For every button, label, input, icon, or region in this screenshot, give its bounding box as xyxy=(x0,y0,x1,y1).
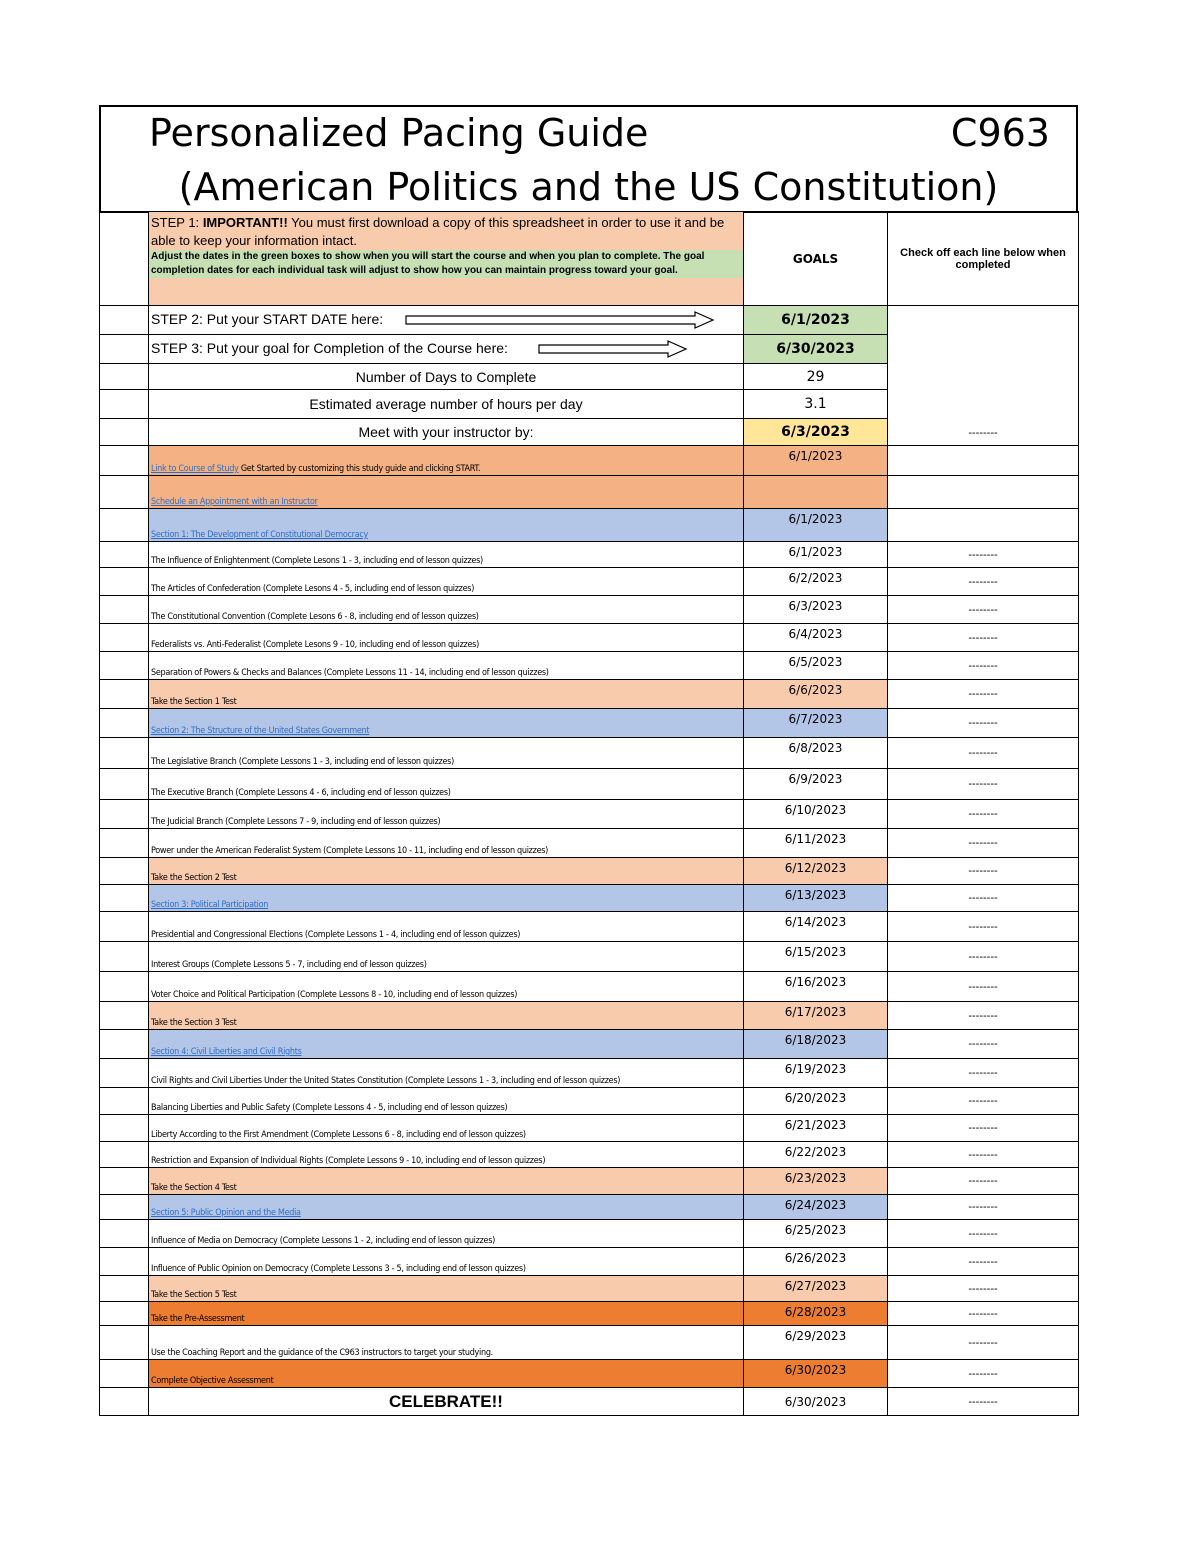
goal-date: 6/3/2023 xyxy=(744,596,888,624)
final-check[interactable]: -------- xyxy=(888,1388,1079,1416)
task-link[interactable]: Section 2: The Structure of the United States Government xyxy=(151,726,370,736)
task-row xyxy=(100,1220,1079,1248)
goal-date: 6/26/2023 xyxy=(744,1248,888,1276)
course-title: (American Politics and the US Constitution) xyxy=(178,165,999,209)
blank-cell xyxy=(100,509,149,542)
blank-cell xyxy=(100,769,149,800)
goals-header: GOALS xyxy=(744,212,888,306)
goal-label: STEP 3: Put your goal for Completion of the Course here: xyxy=(151,339,508,356)
goal-date: 6/30/2023 xyxy=(744,1360,888,1388)
blank-cell xyxy=(100,1088,149,1115)
meet-check-mark[interactable]: -------- xyxy=(968,427,998,439)
blank-cell xyxy=(100,1115,149,1142)
task-text: Take the Section 3 Test xyxy=(151,1018,237,1028)
days-label: Number of Days to Complete xyxy=(149,364,744,390)
blank-cell xyxy=(100,680,149,709)
blank-cell xyxy=(100,1302,149,1326)
celebrate-label: CELEBRATE!! xyxy=(149,1388,744,1416)
task-row xyxy=(100,1195,1079,1220)
check-cell[interactable]: -------- xyxy=(888,769,1079,800)
check-cell[interactable]: -------- xyxy=(888,1248,1079,1276)
blank-cell xyxy=(100,1276,149,1302)
task-row xyxy=(100,1088,1079,1115)
check-cell[interactable]: -------- xyxy=(888,1059,1079,1088)
task-text: Take the Section 1 Test xyxy=(151,697,237,707)
blank-cell xyxy=(100,1248,149,1276)
goal-date: 6/6/2023 xyxy=(744,680,888,709)
task-row xyxy=(100,972,1079,1002)
task-text: Take the Section 5 Test xyxy=(151,1290,237,1300)
goal-date: 6/13/2023 xyxy=(744,885,888,912)
final-date: 6/30/2023 xyxy=(744,1388,888,1416)
task-cell xyxy=(149,1195,744,1220)
check-cell[interactable]: -------- xyxy=(888,1276,1079,1302)
task-row xyxy=(100,885,1079,912)
task-link[interactable]: Section 4: Civil Liberties and Civil Rights xyxy=(151,1047,302,1057)
goal-date: 6/8/2023 xyxy=(744,738,888,769)
goal-date-input[interactable]: 6/30/2023 xyxy=(744,335,888,364)
blank-cell xyxy=(100,1002,149,1030)
task-text: The Articles of Confederation (Complete Lesons 4 - 5, including end of lesson quizzes) xyxy=(151,584,475,594)
task-row xyxy=(100,596,1079,624)
task-text: Complete Objective Assessment xyxy=(151,1376,274,1386)
goal-date: 6/4/2023 xyxy=(744,624,888,652)
goal-date: 6/7/2023 xyxy=(744,709,888,738)
task-text: Get Started by customizing this study guide and clicking START. xyxy=(238,464,481,474)
adjust-instructions: Adjust the dates in the green boxes to show when you will start the course and when you plan to complete. The goal completion dates for each individual task will adjust to show how you can maintain progress toward your goal. xyxy=(149,250,743,278)
check-cell[interactable] xyxy=(888,476,1079,509)
blank-cell xyxy=(100,1360,149,1388)
step1-label: STEP 1: xyxy=(151,215,200,230)
task-cell xyxy=(149,709,744,738)
meet-date: 6/3/2023 xyxy=(744,419,888,446)
blank-cell xyxy=(100,1059,149,1088)
task-cell xyxy=(149,624,744,652)
task-row xyxy=(100,624,1079,652)
task-cell xyxy=(149,972,744,1002)
goal-date: 6/28/2023 xyxy=(744,1302,888,1326)
task-row xyxy=(100,680,1079,709)
goal-date: 6/22/2023 xyxy=(744,1142,888,1168)
check-cell[interactable]: -------- xyxy=(888,858,1079,885)
check-cell[interactable]: -------- xyxy=(888,596,1079,624)
task-text: Voter Choice and Political Participation (Complete Lessons 8 - 10, including end of lesson quizzes) xyxy=(151,990,518,1000)
blank-cell xyxy=(100,709,149,738)
task-cell xyxy=(149,680,744,709)
meet-label: Meet with your instructor by: xyxy=(149,419,744,446)
check-cell[interactable]: -------- xyxy=(888,1115,1079,1142)
check-cell[interactable]: -------- xyxy=(888,972,1079,1002)
task-row xyxy=(100,738,1079,769)
blank-cell xyxy=(100,972,149,1002)
check-cell[interactable]: -------- xyxy=(888,1088,1079,1115)
task-row xyxy=(100,858,1079,885)
goal-date: 6/20/2023 xyxy=(744,1088,888,1115)
task-text: The Constitutional Convention (Complete Lesons 6 - 8, including end of lesson quizzes) xyxy=(151,612,479,622)
blank-cell xyxy=(100,596,149,624)
task-text: Separation of Powers & Checks and Balances (Complete Lessons 11 - 14, including end of lesson quizzes) xyxy=(151,668,549,678)
goal-date xyxy=(744,476,888,509)
task-text: Interest Groups (Complete Lessons 5 - 7, including end of lesson quizzes) xyxy=(151,960,427,970)
check-cell[interactable]: -------- xyxy=(888,542,1079,568)
check-cell[interactable]: -------- xyxy=(888,885,1079,912)
blank-cell xyxy=(100,1220,149,1248)
task-cell xyxy=(149,476,744,509)
check-cell[interactable]: -------- xyxy=(888,912,1079,942)
goal-date: 6/21/2023 xyxy=(744,1115,888,1142)
task-text: Power under the American Federalist System (Complete Lessons 10 - 11, including end of lesson quizzes) xyxy=(151,846,549,856)
goal-date: 6/1/2023 xyxy=(744,542,888,568)
task-cell xyxy=(149,1002,744,1030)
task-row xyxy=(100,509,1079,542)
celebrate-row xyxy=(100,1388,1079,1416)
task-row xyxy=(100,769,1079,800)
hours-label: Estimated average number of hours per day xyxy=(149,390,744,419)
task-row xyxy=(100,652,1079,680)
task-text: Take the Pre-Assessment xyxy=(151,1314,245,1324)
blank-cell xyxy=(100,568,149,596)
check-cell[interactable]: -------- xyxy=(888,1142,1079,1168)
hours-value: 3.1 xyxy=(744,390,888,419)
task-row xyxy=(100,942,1079,972)
check-header: Check off each line below when completed xyxy=(888,212,1079,306)
goal-date: 6/27/2023 xyxy=(744,1276,888,1302)
blank-cell xyxy=(100,390,149,419)
task-cell xyxy=(149,542,744,568)
task-cell xyxy=(149,769,744,800)
task-cell xyxy=(149,1115,744,1142)
goal-date: 6/18/2023 xyxy=(744,1030,888,1059)
step1-text: You must first download a copy of this spreadsheet in order to use it and be able to keep your information intact. xyxy=(151,215,725,248)
task-row xyxy=(100,1276,1079,1302)
instructions-cell xyxy=(149,212,744,306)
task-cell xyxy=(149,446,744,476)
goal-date: 6/12/2023 xyxy=(744,858,888,885)
blank-cell xyxy=(100,942,149,972)
task-text: Restriction and Expansion of Individual Rights (Complete Lessons 9 - 10, including end of lesson quizzes) xyxy=(151,1156,546,1166)
goal-date: 6/23/2023 xyxy=(744,1168,888,1195)
task-cell xyxy=(149,1276,744,1302)
check-cell[interactable]: -------- xyxy=(888,1168,1079,1195)
task-row xyxy=(100,1030,1079,1059)
task-cell xyxy=(149,829,744,858)
goal-date: 6/16/2023 xyxy=(744,972,888,1002)
task-cell xyxy=(149,1220,744,1248)
task-link[interactable]: Schedule an Appointment with an Instructor xyxy=(151,497,318,507)
blank-cell xyxy=(100,912,149,942)
blank-cell xyxy=(100,306,149,335)
task-text: Take the Section 4 Test xyxy=(151,1183,237,1193)
check-cell[interactable]: -------- xyxy=(888,1195,1079,1220)
check-cell[interactable]: -------- xyxy=(888,1220,1079,1248)
check-cell[interactable]: -------- xyxy=(888,652,1079,680)
intro-row xyxy=(100,212,1079,306)
task-text: Civil Rights and Civil Liberties Under the United States Constitution (Complete Lessons 1 - 3, including end of lesson quizzes) xyxy=(151,1076,621,1086)
task-cell xyxy=(149,509,744,542)
page-title: Personalized Pacing Guide xyxy=(149,111,649,155)
task-row xyxy=(100,476,1079,509)
blank-cell xyxy=(100,624,149,652)
check-cell[interactable]: -------- xyxy=(888,1030,1079,1059)
task-row xyxy=(100,1142,1079,1168)
task-row xyxy=(100,709,1079,738)
task-cell xyxy=(149,568,744,596)
arrow-right-icon xyxy=(405,311,715,329)
goal-date: 6/15/2023 xyxy=(744,942,888,972)
days-value: 29 xyxy=(744,364,888,390)
blank-cell xyxy=(100,446,149,476)
blank-cell xyxy=(100,829,149,858)
task-text: The Executive Branch (Complete Lessons 4 - 6, including end of lesson quizzes) xyxy=(151,788,451,798)
blank-cell xyxy=(100,1142,149,1168)
goal-date: 6/17/2023 xyxy=(744,1002,888,1030)
blank-cell xyxy=(100,1195,149,1220)
check-setup-cell xyxy=(888,306,1079,446)
blank-cell xyxy=(100,885,149,912)
task-text: Influence of Media on Democracy (Complete Lessons 1 - 2, including end of lesson quizzes) xyxy=(151,1236,495,1246)
blank-cell xyxy=(100,1030,149,1059)
blank-cell xyxy=(100,364,149,390)
check-cell[interactable]: -------- xyxy=(888,942,1079,972)
task-cell xyxy=(149,1030,744,1059)
task-row xyxy=(100,1248,1079,1276)
task-row xyxy=(100,1115,1079,1142)
task-text: The Legislative Branch (Complete Lessons 1 - 3, including end of lesson quizzes) xyxy=(151,757,454,767)
task-row xyxy=(100,568,1079,596)
goal-label-cell xyxy=(149,335,744,364)
blank-cell xyxy=(100,542,149,568)
task-cell xyxy=(149,1360,744,1388)
task-cell xyxy=(149,652,744,680)
check-cell[interactable]: -------- xyxy=(888,1302,1079,1326)
task-cell xyxy=(149,858,744,885)
task-cell xyxy=(149,596,744,624)
blank-cell xyxy=(100,476,149,509)
task-text: Presidential and Congressional Elections (Complete Lessons 1 - 4, including end of lesson quizzes) xyxy=(151,930,521,940)
blank-cell xyxy=(100,1168,149,1195)
blank-cell xyxy=(100,652,149,680)
task-row xyxy=(100,1168,1079,1195)
check-cell[interactable]: -------- xyxy=(888,829,1079,858)
task-cell xyxy=(149,800,744,829)
task-row xyxy=(100,1302,1079,1326)
goal-date: 6/1/2023 xyxy=(744,509,888,542)
check-cell[interactable]: -------- xyxy=(888,680,1079,709)
pacing-table xyxy=(99,211,1079,1416)
task-cell xyxy=(149,1302,744,1326)
blank-cell xyxy=(100,335,149,364)
start-date-input[interactable]: 6/1/2023 xyxy=(744,306,888,335)
goal-date: 6/9/2023 xyxy=(744,769,888,800)
task-text: The Influence of Enlightenment (Complete Lesons 1 - 3, including end of lesson quizzes) xyxy=(151,556,483,566)
blank-cell xyxy=(100,800,149,829)
task-row xyxy=(100,1360,1079,1388)
task-cell xyxy=(149,912,744,942)
blank-cell xyxy=(100,858,149,885)
blank-cell xyxy=(100,1326,149,1360)
course-code: C963 xyxy=(950,111,1050,155)
check-cell[interactable]: -------- xyxy=(888,800,1079,829)
goal-date: 6/2/2023 xyxy=(744,568,888,596)
check-cell[interactable] xyxy=(888,509,1079,542)
check-cell[interactable]: -------- xyxy=(888,1326,1079,1360)
start-label: STEP 2: Put your START DATE here: xyxy=(151,310,384,327)
task-row xyxy=(100,1059,1079,1088)
goal-date: 6/19/2023 xyxy=(744,1059,888,1088)
task-cell xyxy=(149,885,744,912)
title-box xyxy=(99,105,1078,213)
task-cell xyxy=(149,738,744,769)
task-text: Liberty According to the First Amendment (Complete Lessons 6 - 8, including end of lesson quizzes) xyxy=(151,1130,526,1140)
task-text: Influence of Public Opinion on Democracy (Complete Lessons 3 - 5, including end of lesson quizzes) xyxy=(151,1264,526,1274)
task-row xyxy=(100,1002,1079,1030)
goal-date: 6/5/2023 xyxy=(744,652,888,680)
task-cell xyxy=(149,1088,744,1115)
task-row xyxy=(100,829,1079,858)
task-link[interactable]: Section 1: The Development of Constitutional Democracy xyxy=(151,530,369,540)
task-cell xyxy=(149,1168,744,1195)
task-cell xyxy=(149,1248,744,1276)
blank-cell xyxy=(100,419,149,446)
check-cell[interactable]: -------- xyxy=(888,624,1079,652)
check-cell[interactable]: -------- xyxy=(888,1360,1079,1388)
task-cell xyxy=(149,1326,744,1360)
task-row xyxy=(100,446,1079,476)
goal-date: 6/1/2023 xyxy=(744,446,888,476)
task-row xyxy=(100,912,1079,942)
task-row xyxy=(100,542,1079,568)
goal-date: 6/10/2023 xyxy=(744,800,888,829)
check-cell[interactable]: -------- xyxy=(888,1002,1079,1030)
task-row xyxy=(100,800,1079,829)
goal-date: 6/25/2023 xyxy=(744,1220,888,1248)
task-row xyxy=(100,1326,1079,1360)
goal-date: 6/14/2023 xyxy=(744,912,888,942)
blank-cell xyxy=(100,1388,149,1416)
blank-cell xyxy=(100,738,149,769)
goal-date: 6/11/2023 xyxy=(744,829,888,858)
start-label-cell xyxy=(149,306,744,335)
check-cell[interactable]: -------- xyxy=(888,568,1079,596)
check-cell[interactable]: -------- xyxy=(888,738,1079,769)
task-link[interactable]: Link to Course of Study xyxy=(151,464,239,474)
task-cell xyxy=(149,1059,744,1088)
task-link[interactable]: Section 3: Political Participation xyxy=(151,900,269,910)
task-text: Use the Coaching Report and the guidance of the C963 instructors to target your studying. xyxy=(151,1348,493,1358)
goal-date: 6/29/2023 xyxy=(744,1326,888,1360)
task-cell xyxy=(149,942,744,972)
task-text: Balancing Liberties and Public Safety (Complete Lessons 4 - 5, including end of lesson quizzes) xyxy=(151,1103,508,1113)
task-text: Take the Section 2 Test xyxy=(151,873,237,883)
check-cell[interactable]: -------- xyxy=(888,709,1079,738)
task-text: The Judicial Branch (Complete Lessons 7 - 9, including end of lesson quizzes) xyxy=(151,817,441,827)
blank-cell xyxy=(100,212,149,306)
task-cell xyxy=(149,1142,744,1168)
start-date-row xyxy=(100,306,1079,335)
task-text: Federalists vs. Anti-Federalist (Complete Lesons 9 - 10, including end of lesson quizzes) xyxy=(151,640,479,650)
task-link[interactable]: Section 5: Public Opinion and the Media xyxy=(151,1208,301,1218)
arrow-right-icon xyxy=(538,340,688,358)
check-cell[interactable] xyxy=(888,446,1079,476)
important-label: IMPORTANT!! xyxy=(202,215,288,230)
goal-date: 6/24/2023 xyxy=(744,1195,888,1220)
